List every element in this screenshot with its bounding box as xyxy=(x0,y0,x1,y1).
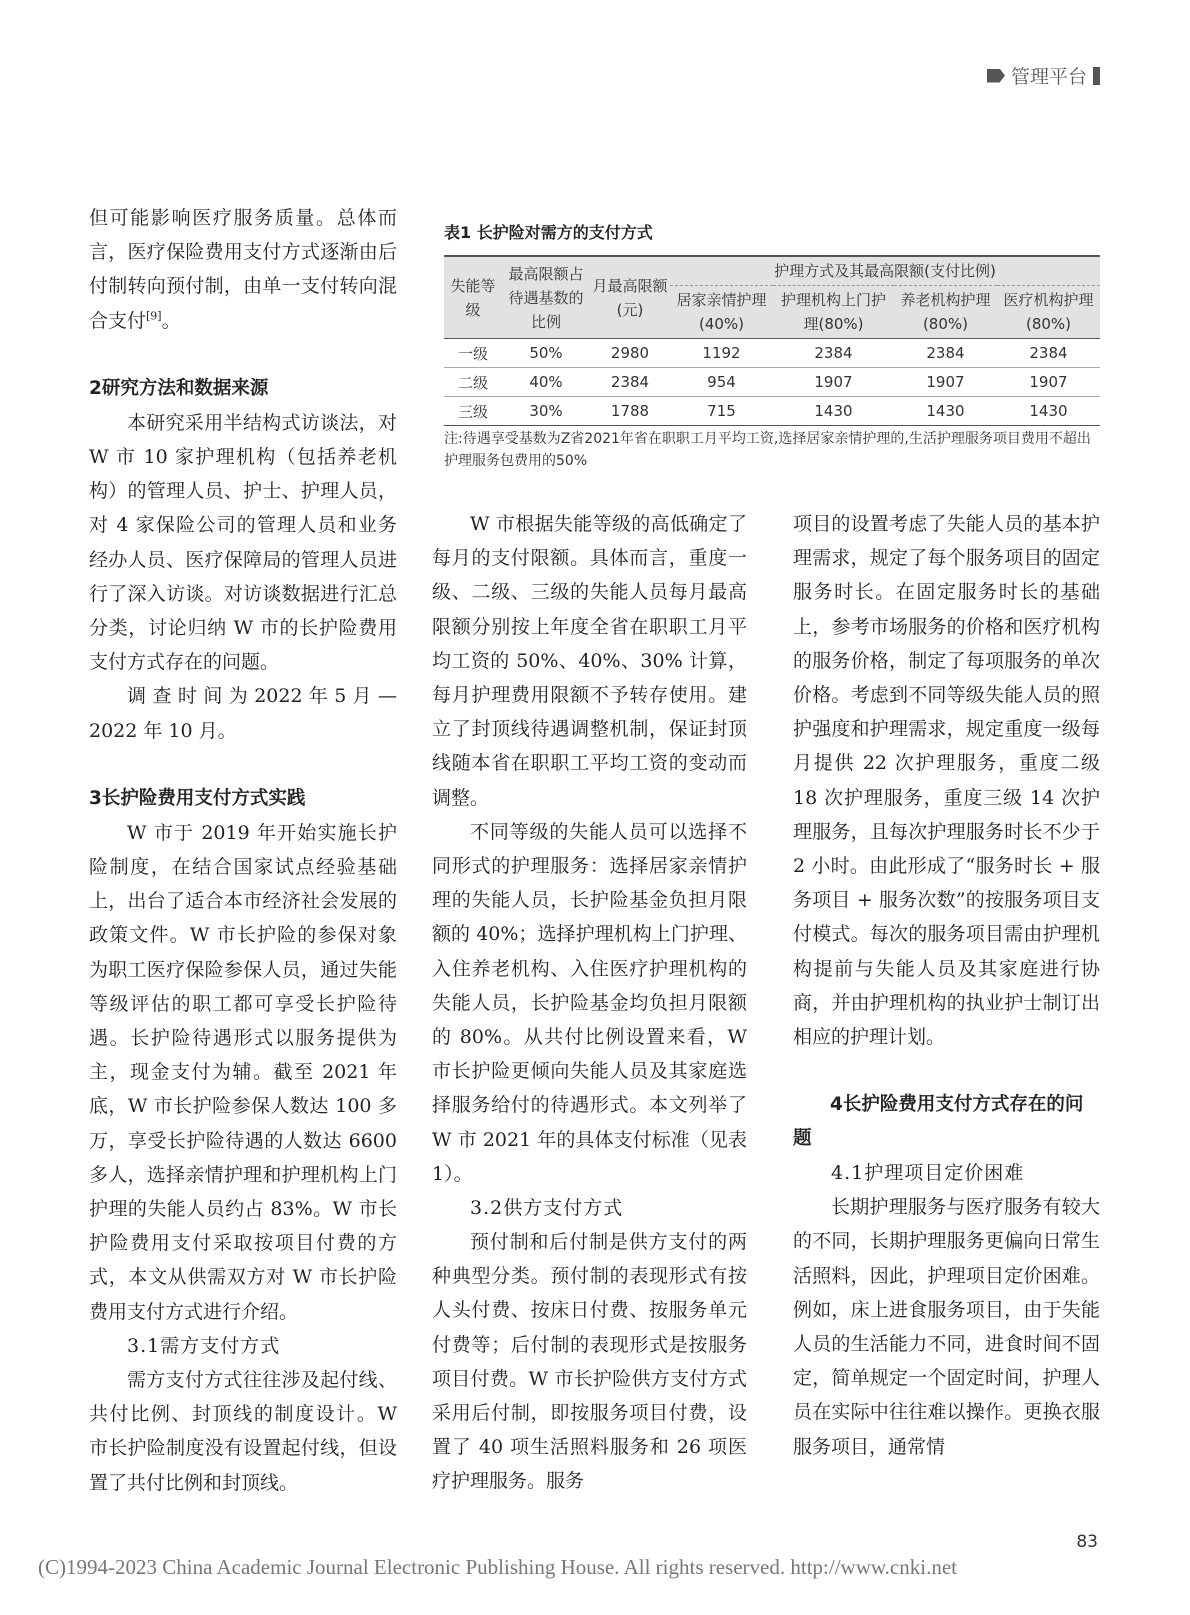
section-3-1-heading: 3.1需方支付方式 xyxy=(127,1334,281,1357)
table-row xyxy=(444,368,1100,397)
table-cell: 1907 xyxy=(773,368,894,397)
table-cell: 50% xyxy=(502,339,590,368)
table-caption: 表1 长护险对需方的支付方式 xyxy=(444,223,653,242)
section-4-1-heading: 4.1护理项目定价困难 xyxy=(831,1162,1025,1185)
section-2-heading: 2研究方法和数据来源 xyxy=(89,377,269,399)
table-cell: 二级 xyxy=(444,368,502,397)
table-cell: 2384 xyxy=(997,339,1100,368)
column-right xyxy=(793,507,1100,1464)
column-middle xyxy=(432,507,747,1499)
table-cell: 2384 xyxy=(590,368,670,397)
middle-paragraph-3: 预付制和后付制是供方支付的两种典型分类。预付制的表现形式有按人头付费、按床日付费、按服务单元付费等；后付制的表现形式是按服务项目付费。W 市长护险供方支付方式采用后付制，即按服务项目付费，设置了 40 项生活照料服务和 26 项医疗护理服务。服务 xyxy=(432,1231,747,1493)
table-cell: 40% xyxy=(502,368,590,397)
table-cell: 1430 xyxy=(773,397,894,426)
table-cell: 2384 xyxy=(894,339,997,368)
section-3-1-paragraph-1: 需方支付方式往往涉及起付线、共付比例、封顶线的制度设计。W 市长护险制度没有设置起付线，但设置了共付比例和封顶线。 xyxy=(89,1368,397,1494)
header-arrow-icon xyxy=(987,69,1005,83)
table-cell: 30% xyxy=(502,397,590,426)
header-group: 护理方式及其最高限额(支付比例) xyxy=(670,256,1100,286)
table-cell: 1192 xyxy=(670,339,773,368)
right-paragraph-2: 长期护理服务与医疗服务有较大的不同，长期护理服务更偏向日常生活照料，因此，护理项目定价困难。例如，床上进食服务项目，由于失能人员的生活能力不同，进食时间不固定，简单规定一个固定时间，护理人员在实际中往往难以操作。更换衣服服务项目，通常情 xyxy=(793,1196,1100,1458)
table-cell: 三级 xyxy=(444,397,502,426)
table-row xyxy=(444,397,1100,426)
header-elderly: 养老机构护理(80%) xyxy=(894,286,997,339)
table-cell: 1430 xyxy=(894,397,997,426)
intro-text: 但可能影响医疗服务质量。总体而言，医疗保险费用支付方式逐渐由后付制转向预付制，由单一支付转向混合支付 xyxy=(89,207,397,332)
right-paragraph-1: 项目的设置考虑了失能人员的基本护理需求，规定了每个服务项目的固定服务时长。在固定服务时长的基础上，参考市场服务的价格和医疗机构的服务价格，制定了每项服务的单次价格。考虑到不同等级失能人员的照护强度和护理需求，规定重度一级每月提供 22 次护理服务，重度二级 18 次护理服务，重度三级 14 次护理服务，且每次护理服务时长不少于 2 小时。由此形成了“服务时长 + 服务项目 + 服务次数”的按服务项目支付模式。每次的服务项目需由护理机构提前与失能人员及其家庭进行协商，并由护理机构的执业护士制订出相应的护理计划。 xyxy=(793,513,1100,1049)
header-home: 居家亲情护理(40%) xyxy=(670,286,773,339)
header-ratio: 最高限额占待遇基数的比例 xyxy=(502,256,590,339)
table-cell: 715 xyxy=(670,397,773,426)
intro-end: 。 xyxy=(161,309,181,332)
middle-paragraph-2: 不同等级的失能人员可以选择不同形式的护理服务：选择居家亲情护理的失能人员，长护险基金负担月限额的 40%；选择护理机构上门护理、入住养老机构、入住医疗护理机构的失能人员，长护险基金均负担月限额的 80%。从共付比例设置来看，W 市长护险更倾向失能人员及其家庭选择服务给付的待遇形式。本文列举了 W 市 2021 年的具体支付标准（见表 1）。 xyxy=(432,820,747,1185)
table-cell: 1430 xyxy=(997,397,1100,426)
header-section-title: 管理平台 xyxy=(1010,66,1087,88)
header-medical: 医疗机构护理(80%) xyxy=(997,286,1100,339)
table-cell: 1788 xyxy=(590,397,670,426)
header-bar-icon xyxy=(1093,67,1100,85)
section-3-paragraph-1: W 市于 2019 年开始实施长护险制度，在结合国家试点经验基础上，出台了适合本市经济社会发展的政策文件。W 市长护险的参保对象为职工医疗保险参保人员，通过失能等级评估的职工都可享受长护险待遇。长护险待遇形式以服务提供为主，现金支付为辅。截至 2021 年底，W 市长护险参保人数达 100 多万，享受长护险待遇的人数达 6600 多人，选择亲情护理和护理机构上门护理的失能人员约占 83%。W 市长护险费用支付采取按项目付费的方式，本文从供需双方对 W 市长护险费用支付方式进行介绍。 xyxy=(89,821,397,1323)
table-cell: 954 xyxy=(670,368,773,397)
middle-paragraph-1: W 市根据失能等级的高低确定了每月的支付限额。具体而言，重度一级、二级、三级的失能人员每月最高限额分别按上年度全省在职职工月平均工资的 50%、40%、30% 计算，每月护理费用限额不予转存使用。建立了封顶线待遇调整机制，保证封顶线随本省在职职工平均工资的变动而调整。 xyxy=(432,513,747,809)
header-level: 失能等级 xyxy=(444,256,502,339)
section-3-heading: 3长护险费用支付方式实践 xyxy=(89,787,306,809)
header-visit: 护理机构上门护理(80%) xyxy=(773,286,894,339)
copyright-footer: (C)1994-2023 China Academic Journal Electronic Publishing House. All rights reserved. http://www.cnki.net xyxy=(38,1555,957,1579)
table-1 xyxy=(444,220,1100,472)
table-cell: 2384 xyxy=(773,339,894,368)
table-cell: 2980 xyxy=(590,339,670,368)
section-2-paragraph-2: 调 查 时 间 为 2022 年 5 月 — 2022 年 10 月。 xyxy=(89,685,397,742)
table-cell: 1907 xyxy=(997,368,1100,397)
column-left xyxy=(89,201,397,1500)
section-4-heading: 4长护险费用支付方式存在的问题 xyxy=(793,1094,1084,1150)
citation-ref: [9] xyxy=(146,309,162,323)
table-cell: 1907 xyxy=(894,368,997,397)
running-header xyxy=(987,62,1100,89)
section-3-2-heading: 3.2供方支付方式 xyxy=(470,1197,624,1220)
payment-table xyxy=(444,255,1100,426)
table-note: 注:待遇享受基数为Z省2021年省在职职工月平均工资,选择居家亲情护理的,生活护理服务项目费用不超出护理服务包费用的50% xyxy=(444,431,1091,469)
table-cell: 一级 xyxy=(444,339,502,368)
table-row xyxy=(444,339,1100,368)
intro-paragraph xyxy=(89,201,397,338)
section-2-paragraph-1: 本研究采用半结构式访谈法，对 W 市 10 家护理机构（包括养老机构）的管理人员、护士、护理人员，对 4 家保险公司的管理人员和业务经办人员、医疗保障局的管理人员进行了深入访谈。对访谈数据进行汇总分类，讨论归纳 W 市的长护险费用支付方式存在的问题。 xyxy=(89,411,397,674)
page-number: 83 xyxy=(1076,1532,1098,1552)
header-monthly: 月最高限额(元) xyxy=(590,256,670,339)
